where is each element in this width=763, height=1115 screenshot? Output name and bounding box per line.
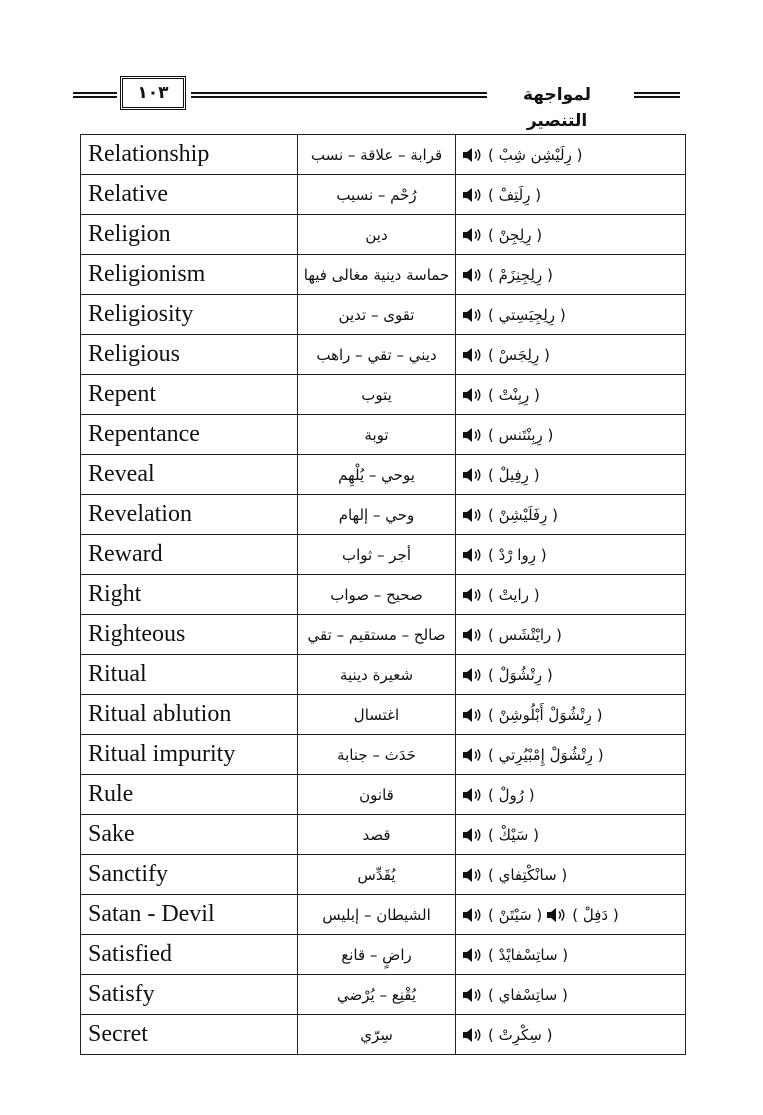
speaker-icon bbox=[462, 667, 482, 683]
arabic-meaning: ديني – تقي – راهب bbox=[298, 335, 456, 375]
table-row bbox=[81, 615, 686, 655]
arabic-meaning: اغتسال bbox=[298, 695, 456, 735]
speaker-icon bbox=[462, 227, 482, 243]
english-term: Ritual bbox=[81, 655, 298, 695]
speaker-icon bbox=[462, 547, 482, 563]
english-term: Reveal bbox=[81, 455, 298, 495]
pronunciation-cell bbox=[456, 975, 686, 1015]
english-term: Revelation bbox=[81, 495, 298, 535]
arabic-meaning: قرابة – علاقة – نسب bbox=[298, 135, 456, 175]
arabic-meaning: يُقْنِع – يُرْضي bbox=[298, 975, 456, 1015]
pronunciation-cell bbox=[456, 175, 686, 215]
arabic-meaning: الشيطان – إبليس bbox=[298, 895, 456, 935]
table-row bbox=[81, 455, 686, 495]
speaker-icon bbox=[462, 1027, 482, 1043]
speaker-icon bbox=[462, 787, 482, 803]
pronunciation-cell bbox=[456, 535, 686, 575]
pronunciation-text: ( رايْتْشَس ) bbox=[488, 625, 562, 644]
pronunciation-text: ( رِتْشُوَلْ ) bbox=[488, 665, 553, 684]
arabic-meaning: حماسة دينية مغالى فيها bbox=[298, 255, 456, 295]
speaker-icon bbox=[462, 827, 482, 843]
speaker-icon bbox=[462, 747, 482, 763]
pronunciation-text: ( ساتِسْفايْدْ ) bbox=[488, 945, 569, 964]
speaker-icon bbox=[462, 587, 482, 603]
arabic-meaning: قصد bbox=[298, 815, 456, 855]
pronunciation-text: ( سَيْكْ ) bbox=[488, 825, 539, 844]
speaker-icon bbox=[462, 907, 482, 923]
speaker-icon bbox=[462, 867, 482, 883]
english-term: Religionism bbox=[81, 255, 298, 295]
header-rule-left bbox=[73, 92, 117, 98]
table-row bbox=[81, 335, 686, 375]
table-row bbox=[81, 1015, 686, 1055]
english-term: Repentance bbox=[81, 415, 298, 455]
english-term: Religious bbox=[81, 335, 298, 375]
pronunciation-text: ( رِفِيلْ ) bbox=[488, 465, 540, 484]
english-term: Repent bbox=[81, 375, 298, 415]
pronunciation-cell bbox=[456, 255, 686, 295]
pronunciation-text: ( رِفَلَيْشِنْ ) bbox=[488, 505, 558, 524]
table-row bbox=[81, 135, 686, 175]
page-number: ١٠٣ bbox=[120, 76, 186, 110]
book-title: لمواجهة التنصير bbox=[522, 85, 592, 131]
english-term: Religiosity bbox=[81, 295, 298, 335]
pronunciation-text: ( رِبِنْتْ ) bbox=[488, 385, 540, 404]
speaker-icon bbox=[462, 947, 482, 963]
arabic-meaning: توبة bbox=[298, 415, 456, 455]
pronunciation-cell bbox=[456, 295, 686, 335]
pronunciation-text: ( رايتْ ) bbox=[488, 585, 540, 604]
table-row bbox=[81, 975, 686, 1015]
pronunciation-cell bbox=[456, 1015, 686, 1055]
table-row bbox=[81, 375, 686, 415]
speaker-icon bbox=[462, 467, 482, 483]
speaker-icon bbox=[462, 307, 482, 323]
speaker-icon bbox=[462, 147, 482, 163]
table-row bbox=[81, 215, 686, 255]
arabic-meaning: يتوب bbox=[298, 375, 456, 415]
pronunciation-cell bbox=[456, 935, 686, 975]
pronunciation-text: ( رِلَيْشِن شِبْ ) bbox=[488, 145, 583, 164]
pronunciation-text-alt: ( دَفِلْ ) bbox=[572, 905, 619, 924]
pronunciation-text: ( رِلِجِنْ ) bbox=[488, 225, 543, 244]
arabic-meaning: يُقَدِّس bbox=[298, 855, 456, 895]
arabic-meaning: أجر – ثواب bbox=[298, 535, 456, 575]
pronunciation-text: ( سَيْتَنْ ) bbox=[488, 905, 543, 924]
table-row bbox=[81, 655, 686, 695]
pronunciation-cell bbox=[456, 215, 686, 255]
pronunciation-text: ( سانْكْتِفاي ) bbox=[488, 865, 568, 884]
speaker-icon bbox=[462, 707, 482, 723]
english-term: Right bbox=[81, 575, 298, 615]
pronunciation-cell bbox=[456, 895, 686, 935]
pronunciation-cell bbox=[456, 615, 686, 655]
table-row bbox=[81, 735, 686, 775]
table-row bbox=[81, 775, 686, 815]
table-row bbox=[81, 855, 686, 895]
english-term: Relative bbox=[81, 175, 298, 215]
pronunciation-text: ( رِوا رْدْ ) bbox=[488, 545, 547, 564]
english-term: Reward bbox=[81, 535, 298, 575]
pronunciation-cell bbox=[456, 695, 686, 735]
arabic-meaning: وحي – إلهام bbox=[298, 495, 456, 535]
arabic-meaning: صالح – مستقيم – تقي bbox=[298, 615, 456, 655]
speaker-icon bbox=[462, 987, 482, 1003]
pronunciation-text: ( رِلِجِنِزَمْ ) bbox=[488, 265, 553, 284]
arabic-meaning: رُحْم – نسيب bbox=[298, 175, 456, 215]
speaker-icon bbox=[462, 387, 482, 403]
page-header bbox=[0, 0, 763, 131]
arabic-meaning: قانون bbox=[298, 775, 456, 815]
pronunciation-cell bbox=[456, 735, 686, 775]
pronunciation-cell bbox=[456, 415, 686, 455]
pronunciation-cell bbox=[456, 815, 686, 855]
arabic-meaning: تقوى – تدين bbox=[298, 295, 456, 335]
pronunciation-text: ( رِتْشُوَلْ إِمْبْيُرِتي ) bbox=[488, 745, 604, 764]
table-row bbox=[81, 415, 686, 455]
english-term: Satan - Devil bbox=[81, 895, 298, 935]
arabic-meaning: صحيح – صواب bbox=[298, 575, 456, 615]
pronunciation-cell bbox=[456, 335, 686, 375]
english-term: Secret bbox=[81, 1015, 298, 1055]
english-term: Sanctify bbox=[81, 855, 298, 895]
speaker-icon bbox=[462, 187, 482, 203]
pronunciation-text: ( ساتِسْفاي ) bbox=[488, 985, 568, 1004]
table-row bbox=[81, 815, 686, 855]
pronunciation-cell bbox=[456, 855, 686, 895]
english-term: Satisfied bbox=[81, 935, 298, 975]
arabic-meaning: راضٍ – قانع bbox=[298, 935, 456, 975]
pronunciation-text: ( رِلِجَسْ ) bbox=[488, 345, 550, 364]
header-rule-right bbox=[634, 92, 680, 98]
english-term: Relationship bbox=[81, 135, 298, 175]
english-term: Ritual ablution bbox=[81, 695, 298, 735]
arabic-meaning: حَدَث – جنابة bbox=[298, 735, 456, 775]
pronunciation-cell bbox=[456, 455, 686, 495]
pronunciation-text: ( رِتْشُوَلْ أَبْلُوشِنْ ) bbox=[488, 705, 603, 724]
table-row bbox=[81, 175, 686, 215]
pronunciation-cell bbox=[456, 775, 686, 815]
arabic-meaning: شعيرة دينية bbox=[298, 655, 456, 695]
table-row bbox=[81, 895, 686, 935]
pronunciation-text: ( سِكْرِتْ ) bbox=[488, 1025, 553, 1044]
pronunciation-text: ( رِلَتِفْ ) bbox=[488, 185, 542, 204]
english-term: Religion bbox=[81, 215, 298, 255]
english-term: Rule bbox=[81, 775, 298, 815]
table-row bbox=[81, 935, 686, 975]
table-row bbox=[81, 495, 686, 535]
speaker-icon bbox=[546, 907, 566, 923]
pronunciation-cell bbox=[456, 135, 686, 175]
table-row bbox=[81, 535, 686, 575]
speaker-icon bbox=[462, 347, 482, 363]
arabic-meaning: يوحي – يُلْهِم bbox=[298, 455, 456, 495]
speaker-icon bbox=[462, 267, 482, 283]
arabic-meaning: دين bbox=[298, 215, 456, 255]
table-row bbox=[81, 575, 686, 615]
speaker-icon bbox=[462, 627, 482, 643]
english-term: Ritual impurity bbox=[81, 735, 298, 775]
speaker-icon bbox=[462, 507, 482, 523]
pronunciation-cell bbox=[456, 495, 686, 535]
english-term: Satisfy bbox=[81, 975, 298, 1015]
table-row bbox=[81, 695, 686, 735]
pronunciation-text: ( رُولْ ) bbox=[488, 785, 535, 804]
table-row bbox=[81, 255, 686, 295]
table-row bbox=[81, 295, 686, 335]
pronunciation-text: ( رِبِنْتَنس ) bbox=[488, 425, 554, 444]
vocabulary-table bbox=[80, 134, 686, 1055]
english-term: Righteous bbox=[81, 615, 298, 655]
speaker-icon bbox=[462, 427, 482, 443]
header-rule-middle bbox=[191, 92, 487, 98]
english-term: Sake bbox=[81, 815, 298, 855]
pronunciation-cell bbox=[456, 375, 686, 415]
arabic-meaning: سِرّي bbox=[298, 1015, 456, 1055]
pronunciation-cell bbox=[456, 575, 686, 615]
pronunciation-cell bbox=[456, 655, 686, 695]
pronunciation-text: ( رِلِجِيَسِتي ) bbox=[488, 305, 566, 324]
